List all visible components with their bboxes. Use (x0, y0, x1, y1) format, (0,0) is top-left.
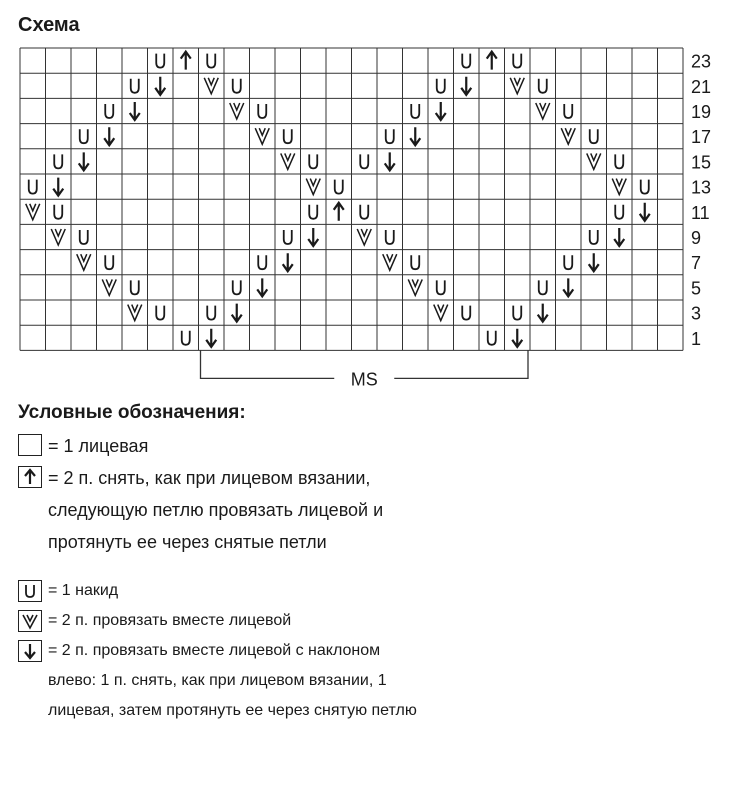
ssk-decrease-symbol (512, 329, 522, 347)
yarn-over-symbol (564, 104, 572, 118)
ssk-decrease-symbol (283, 253, 293, 271)
legend-item-knit (18, 430, 418, 462)
legend-text-central-decrease: = 2 п. снять, как при лицевом вязании, следующую петлю провязать лицевой и протянуть ее через снятые петли (48, 468, 384, 552)
legend-item-k2tog (18, 606, 418, 636)
k2tog-symbol (383, 254, 397, 270)
yarn-over-symbol (615, 205, 623, 219)
k2tog-symbol (561, 128, 575, 144)
yarn-over-symbol (80, 129, 88, 143)
yarn-over-symbol (105, 255, 113, 269)
ssk-decrease-symbol (257, 278, 267, 296)
ssk-decrease-symbol (206, 329, 216, 347)
yarn-over-symbol (411, 104, 419, 118)
yarn-over-symbol (284, 230, 292, 244)
ssk-decrease-symbol (232, 304, 242, 322)
yarn-over-icon (18, 580, 42, 602)
yarn-over-symbol (539, 280, 547, 294)
chart-grid (20, 48, 683, 350)
yarn-over-symbol (54, 154, 62, 168)
yarn-over-symbol (182, 331, 190, 345)
yarn-over-symbol (131, 79, 139, 93)
yarn-over-symbol (258, 255, 266, 269)
central-decrease-symbol (487, 52, 497, 70)
yarn-over-symbol (335, 180, 343, 194)
row-number: 19 (691, 102, 712, 122)
k2tog-symbol (612, 179, 626, 195)
row-number: 23 (691, 51, 712, 72)
row-number: 7 (691, 253, 702, 274)
ssk-decrease-symbol (436, 102, 446, 120)
yarn-over-symbol (80, 230, 88, 244)
ssk-decrease-symbol (130, 102, 140, 120)
k2tog-symbol (434, 305, 448, 321)
k2tog-symbol (408, 279, 422, 295)
ssk-decrease-symbol (410, 127, 420, 145)
yarn-over-symbol (615, 154, 623, 168)
yarn-over-symbol (437, 79, 445, 93)
row-number: 11 (691, 202, 710, 223)
k2tog-symbol (255, 128, 269, 144)
yarn-over-symbol (564, 255, 572, 269)
yarn-over-symbol (462, 306, 470, 320)
k2tog-symbol (230, 103, 244, 119)
legend-text-yarn-over: = 1 накид (48, 582, 119, 599)
k2tog-symbol (26, 204, 40, 220)
yarn-over-symbol (309, 154, 317, 168)
k2tog-icon (18, 610, 42, 632)
legend-item-central-decrease (18, 462, 418, 558)
yarn-over-symbol (233, 280, 241, 294)
row-number: 9 (691, 228, 702, 248)
k2tog-symbol (102, 279, 116, 295)
k2tog-symbol (587, 153, 601, 169)
yarn-over-symbol (513, 306, 521, 320)
yarn-over-symbol (131, 280, 139, 294)
legend-text-ssk: = 2 п. провязать вместе лицевой с наклоном влево: 1 п. снять, как при лицевом вязании, 1 лицевая, затем протянуть ее через снятую петлю (48, 642, 417, 719)
yarn-over-symbol (513, 54, 521, 68)
k2tog-symbol (281, 153, 295, 169)
yarn-over-symbol (539, 79, 547, 93)
k2tog-symbol (51, 229, 65, 245)
ssk-decrease-symbol (640, 203, 650, 221)
ssk-decrease-symbol (614, 228, 624, 246)
ssk-decrease-symbol (53, 178, 63, 196)
yarn-over-symbol (360, 154, 368, 168)
legend-item-yarn-over (18, 576, 418, 606)
legend-text-k2tog: = 2 п. провязать вместе лицевой (48, 612, 292, 629)
k2tog-symbol (536, 103, 550, 119)
yarn-over-symbol (284, 129, 292, 143)
row-number: 15 (691, 152, 712, 173)
yarn-over-symbol (360, 205, 368, 219)
repeat-bracket (201, 350, 529, 389)
yarn-over-symbol (29, 180, 37, 194)
row-number: 13 (691, 177, 712, 198)
up-arrow-icon (18, 466, 42, 488)
yarn-over-symbol (488, 331, 496, 345)
down-arrow-icon (18, 640, 42, 662)
k2tog-symbol (77, 254, 91, 270)
yarn-over-symbol (462, 54, 470, 68)
yarn-over-symbol (156, 306, 164, 320)
ssk-decrease-symbol (155, 77, 165, 95)
empty-square-icon (18, 434, 42, 456)
ssk-decrease-symbol (563, 278, 573, 296)
ssk-decrease-symbol (79, 152, 89, 170)
yarn-over-symbol (437, 280, 445, 294)
row-number: 21 (691, 76, 712, 97)
yarn-over-symbol (233, 79, 241, 93)
legend-item-ssk (18, 636, 418, 726)
yarn-over-symbol (207, 54, 215, 68)
k2tog-symbol (306, 179, 320, 195)
row-numbers (691, 52, 711, 349)
central-decrease-symbol (334, 203, 344, 221)
row-number: 3 (691, 303, 702, 324)
ssk-decrease-symbol (308, 228, 318, 246)
ssk-decrease-symbol (385, 152, 395, 170)
yarn-over-symbol (309, 205, 317, 219)
central-decrease-symbol (181, 52, 191, 70)
row-number: 17 (691, 127, 712, 148)
legend-text-knit: = 1 лицевая (48, 436, 149, 456)
yarn-over-symbol (386, 230, 394, 244)
yarn-over-symbol (207, 306, 215, 320)
yarn-over-symbol (258, 104, 266, 118)
yarn-over-symbol (590, 129, 598, 143)
legend (18, 402, 418, 726)
ssk-decrease-symbol (538, 304, 548, 322)
ssk-decrease-symbol (104, 127, 114, 145)
legend-title: Условные обозначения: (18, 402, 246, 423)
yarn-over-symbol (590, 230, 598, 244)
row-number: 1 (691, 328, 702, 349)
yarn-over-symbol (411, 255, 419, 269)
yarn-over-symbol (105, 104, 113, 118)
k2tog-symbol (357, 229, 371, 245)
k2tog-symbol (204, 78, 218, 94)
yarn-over-symbol (386, 129, 394, 143)
yarn-over-symbol (641, 180, 649, 194)
k2tog-symbol (128, 305, 142, 321)
ssk-decrease-symbol (461, 77, 471, 95)
ssk-decrease-symbol (589, 253, 599, 271)
repeat-label: MS (350, 369, 378, 390)
k2tog-symbol (510, 78, 524, 94)
chart-title: Схема (18, 14, 80, 36)
yarn-over-symbol (156, 54, 164, 68)
row-number: 5 (691, 278, 702, 299)
yarn-over-symbol (54, 205, 62, 219)
